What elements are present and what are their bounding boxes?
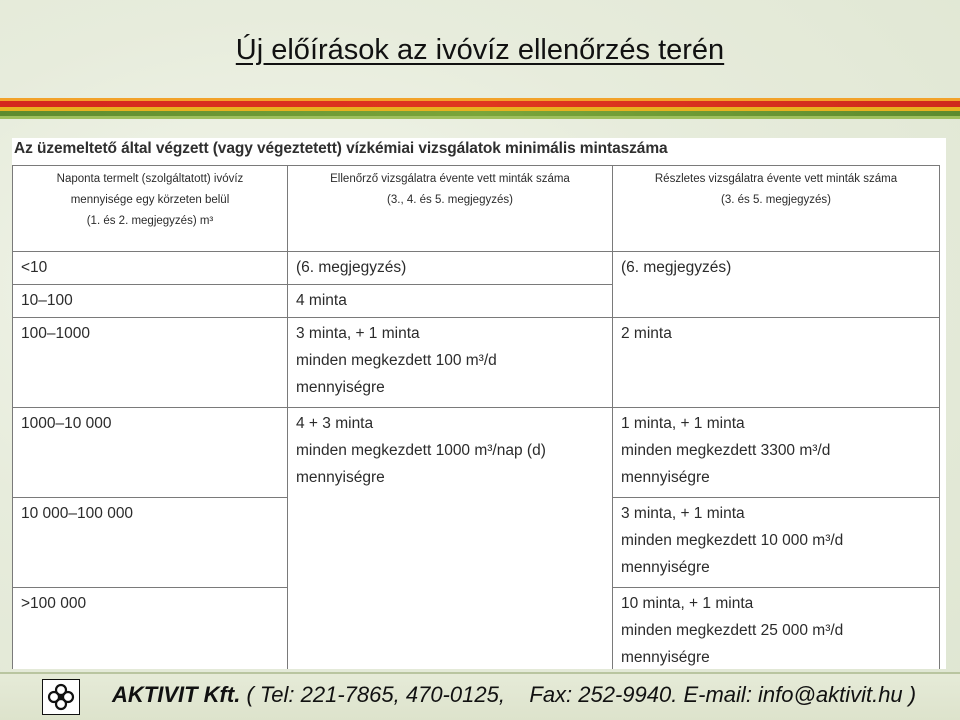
- table-row: [13, 408, 940, 498]
- flower-icon: [47, 683, 75, 711]
- footer-divider: [0, 672, 960, 674]
- cell-control: 4 minta: [288, 285, 613, 318]
- samples-table: [12, 165, 940, 669]
- footer-bar: [0, 672, 960, 720]
- cell-volume: 1000–10 000: [13, 408, 288, 498]
- table-row: [13, 318, 940, 408]
- cell-volume: 100–1000: [13, 318, 288, 408]
- cell-control: (6. megjegyzés): [288, 252, 613, 285]
- cell-detailed: 3 minta, + 1 minta minden megkezdett 10 000 m³/d mennyiségre: [613, 498, 940, 588]
- cell-volume: >100 000: [13, 588, 288, 670]
- decorative-stripe: [0, 116, 960, 119]
- slide-title: Új előírások az ivóvíz ellenőrzés terén: [235, 34, 725, 66]
- column-header-volume: [13, 166, 288, 252]
- table-header-row: [13, 166, 940, 252]
- document-heading: Az üzemeltető által végzett (vagy végeztetett) vízkémiai vizsgálatok minimális mintaszáma: [14, 140, 668, 157]
- cell-volume: 10 000–100 000: [13, 498, 288, 588]
- company-name: AKTIVIT Kft.: [112, 682, 241, 707]
- column-header-control: [288, 166, 613, 252]
- header-line: mennyisége egy körzeten belül: [70, 194, 230, 206]
- cell-volume: 10–100: [13, 285, 288, 318]
- contact-details: ( Tel: 221-7865, 470-0125, Fax: 252-9940. E-mail: info@aktivit.hu ): [240, 682, 917, 707]
- document-image: [12, 138, 946, 669]
- header-line: (3., 4. és 5. megjegyzés): [387, 194, 513, 206]
- header-line: Részletes vizsgálatra évente vett minták száma: [654, 173, 898, 185]
- cell-detailed: 1 minta, + 1 minta minden megkezdett 3300 m³/d mennyiségre: [613, 408, 940, 498]
- header-line: (3. és 5. megjegyzés): [721, 194, 831, 206]
- cell-volume: <10: [13, 252, 288, 285]
- cell-control: 4 + 3 minta minden megkezdett 1000 m³/nap (d) mennyiségre: [288, 408, 613, 670]
- cell-detailed: 2 minta: [613, 318, 940, 408]
- company-logo: [42, 679, 80, 715]
- cell-detailed: (6. megjegyzés): [613, 252, 940, 318]
- table-row: [13, 252, 940, 285]
- header-line: (1. és 2. megjegyzés) m³: [86, 215, 214, 227]
- cell-detailed: 10 minta, + 1 minta minden megkezdett 25 000 m³/d mennyiségre: [613, 588, 940, 670]
- header-line: Naponta termelt (szolgáltatott) ivóvíz: [56, 173, 244, 185]
- cell-control: 3 minta, + 1 minta minden megkezdett 100 m³/d mennyiségre: [288, 318, 613, 408]
- column-header-detailed: [613, 166, 940, 252]
- footer-contact: [112, 682, 916, 708]
- header-line: Ellenőrző vizsgálatra évente vett minták száma: [330, 173, 570, 185]
